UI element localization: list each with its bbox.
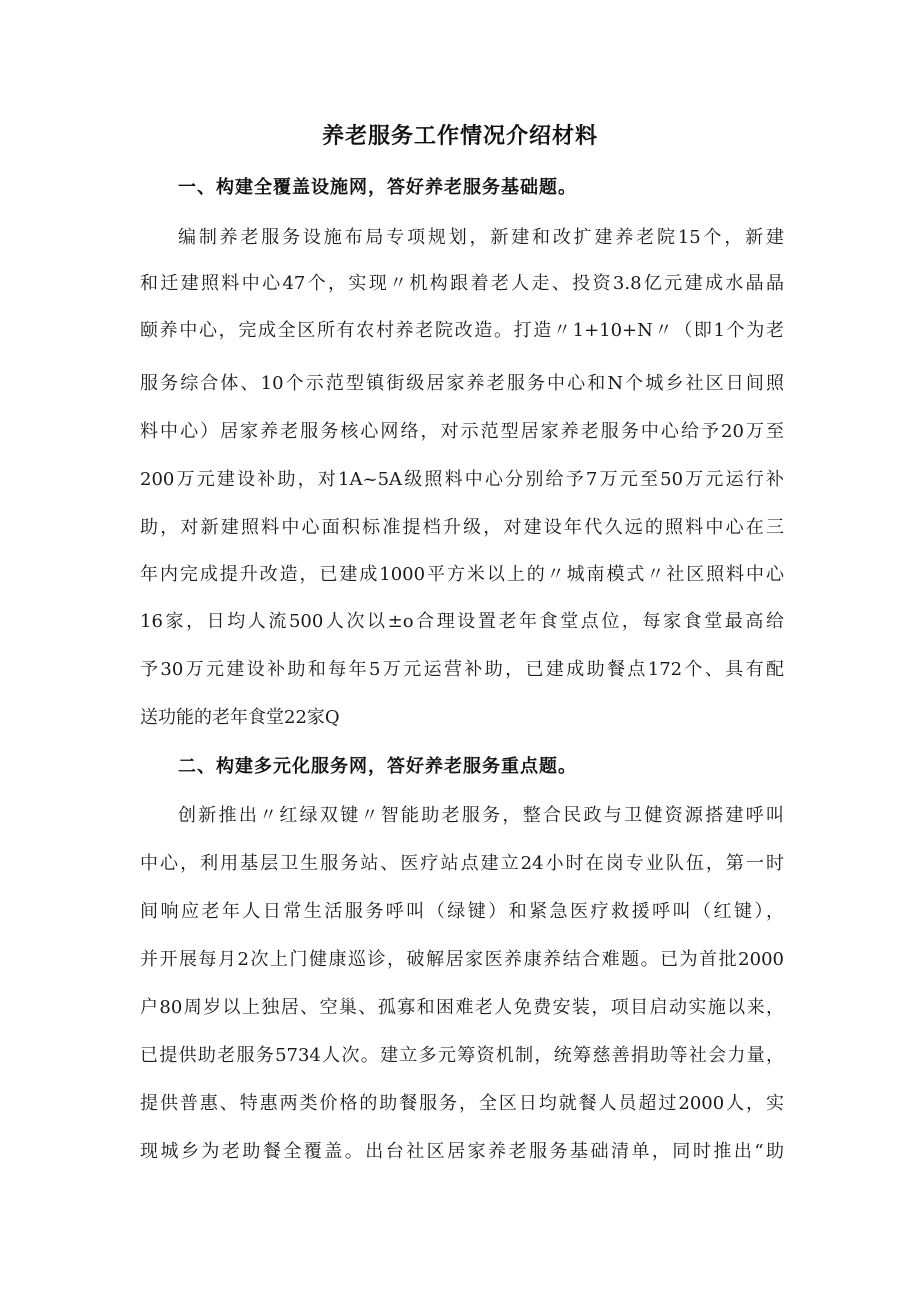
- paragraph-line: 服务综合体、10个示范型镇街级居家养老服务中心和N个城乡社区日间照: [140, 373, 784, 394]
- paragraph-line: 已提供助老服务5734人次。建立多元筹资机制，统筹慈善捐助等社会力量，: [140, 1045, 784, 1066]
- paragraph-line: 间响应老年人日常生活服务呼叫（绿键）和紧急医疗救援呼叫（红键），: [140, 901, 784, 922]
- paragraph-line: 户80周岁以上独居、空巢、孤寡和困难老人免费安装，项目启动实施以来，: [140, 997, 784, 1018]
- paragraph-line: 年内完成提升改造，已建成1000平方米以上的〃城南模式〃社区照料中心: [140, 564, 784, 585]
- paragraph-line: 颐养中心，完成全区所有农村养老院改造。打造〃1+10+N〃（即1个为老: [140, 320, 784, 341]
- paragraph-line: 予30万元建设补助和每年5万元运营补助，已建成助餐点172个、具有配: [140, 659, 784, 680]
- paragraph-line: 200万元建设补助，对1A~5A级照料中心分别给予7万元至50万元运行补: [140, 469, 784, 490]
- section-heading-2: 二、构建多元化服务网，答好养老服务重点题。: [178, 756, 577, 777]
- paragraph-line: 助，对新建照料中心面积标准提档升级，对建设年代久远的照料中心在三: [140, 517, 784, 538]
- paragraph-line: 中心，利用基层卫生服务站、医疗站点建立24小时在岗专业队伍，第一时: [140, 853, 784, 874]
- paragraph-line: 现城乡为老助餐全覆盖。出台社区居家养老服务基础清单，同时推出“助: [140, 1141, 784, 1162]
- paragraph-line: 创新推出〃红绿双键〃智能助老服务，整合民政与卫健资源搭建呼叫: [178, 805, 784, 826]
- paragraph-line: 16家，日均人流500人次以±o合理设置老年食堂点位，每家食堂最高给: [140, 611, 784, 632]
- paragraph-line: 提供普惠、特惠两类价格的助餐服务，全区日均就餐人员超过2000人，实: [140, 1093, 784, 1114]
- document-title: 养老服务工作情况介绍材料: [321, 124, 598, 149]
- paragraph-line: 编制养老服务设施布局专项规划，新建和改扩建养老院15个，新建: [178, 227, 784, 248]
- section-heading-1: 一、构建全覆盖设施网，答好养老服务基础题。: [178, 177, 577, 198]
- paragraph-line: 并开展每月2次上门健康巡诊，破解居家医养康养结合难题。已为首批2000: [140, 949, 784, 970]
- paragraph-line: 送功能的老年食堂22家Q: [140, 707, 340, 728]
- paragraph-line: 料中心）居家养老服务核心网络，对示范型居家养老服务中心给予20万至: [140, 421, 784, 442]
- paragraph-line: 和迁建照料中心47个，实现〃机构跟着老人走、投资3.8亿元建成水晶晶: [140, 273, 784, 294]
